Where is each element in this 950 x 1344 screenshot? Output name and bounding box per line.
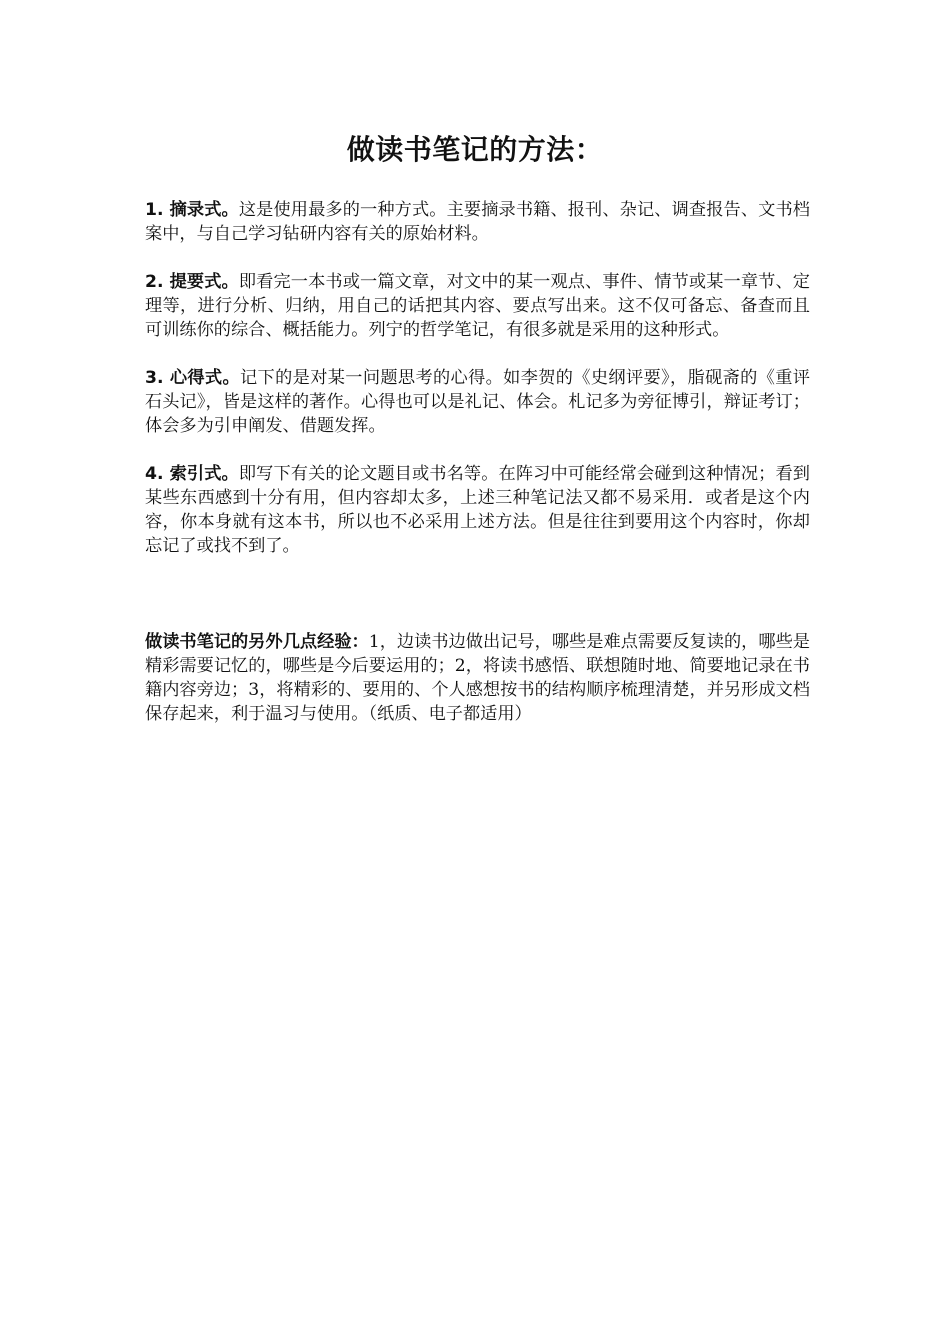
section-heading: 1. 摘录式。 [145, 200, 239, 220]
section-index [145, 462, 810, 558]
section-excerpt [145, 198, 810, 246]
page-title: 做读书笔记的方法： [346, 133, 604, 166]
section-summary [145, 270, 810, 342]
section-body: 这是使用最多的一种方式。主要摘录书籍、报刊、杂记、调查报告、文书档案中，与自己学习钻研内容有关的原始材料。 [145, 200, 810, 244]
section-body: 即写下有关的论文题目或书名等。在阵习中可能经常会碰到这种情况；看到某些东西感到十分有用，但内容却太多，上述三种笔记法又都不易采用．或者是这个内容，你本身就有这本书，所以也不必采用上述方法。但是往往到要用这个内容时，你却忘记了或找不到了。 [145, 464, 810, 556]
section-heading: 4. 索引式。 [145, 464, 239, 484]
section-reflection [145, 366, 810, 438]
extra-tips-heading: 做读书笔记的另外几点经验： [145, 632, 369, 652]
section-heading: 3. 心得式。 [145, 368, 241, 388]
section-body: 记下的是对某一问题思考的心得。如李贺的《史纲评要》，脂砚斋的《重评石头记》，皆是这样的著作。心得也可以是礼记、体会。札记多为旁征博引，辩证考订；体会多为引申阐发、借题发挥。 [145, 368, 810, 436]
extra-tips [145, 630, 810, 726]
section-heading: 2. 提要式。 [145, 272, 239, 292]
extra-tips-body: 1，边读书边做出记号，哪些是难点需要反复读的，哪些是精彩需要记忆的，哪些是今后要运用的；2，将读书感悟、联想随时地、简要地记录在书籍内容旁边；3，将精彩的、要用的、个人感想按书的结构顺序梳理清楚，并另形成文档保存起来，利于温习与使用。（纸质、电子都适用） [145, 632, 810, 724]
section-body: 即看完一本书或一篇文章，对文中的某一观点、事件、情节或某一章节、定理等，进行分析、归纳，用自己的话把其内容、要点写出来。这不仅可备忘、备查而且可训练你的综合、概括能力。列宁的哲学笔记，有很多就是采用的这种形式。 [145, 272, 810, 340]
